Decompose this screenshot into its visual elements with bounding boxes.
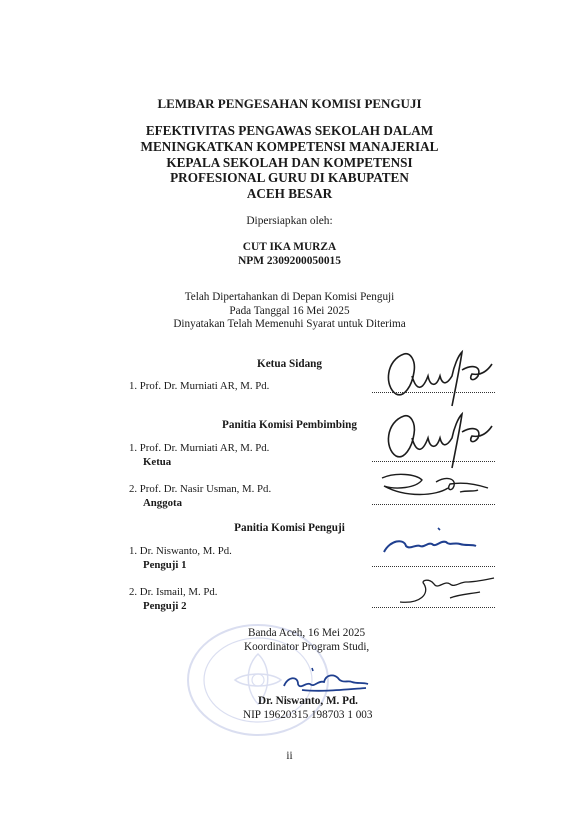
thesis-title-line-3: KEPALA SEKOLAH DAN KOMPETENSI [166, 154, 413, 170]
pembimbing-member-2-role: Anggota [143, 497, 182, 509]
defense-statement [0, 291, 579, 332]
approval-position: Koordinator Program Studi, [244, 641, 370, 653]
signature-penguji-1 [380, 526, 480, 560]
defense-line-2: Pada Tanggal 16 Mei 2025 [229, 304, 350, 317]
penguji-member-1-role: Penguji 1 [143, 559, 187, 571]
thesis-title-line-4: PROFESIONAL GURU DI KABUPATEN [170, 170, 409, 186]
author-name: CUT IKA MURZA [242, 241, 337, 253]
approval-place-date: Banda Aceh, 16 Mei 2025 [248, 627, 366, 639]
thesis-title [0, 123, 579, 202]
approver-nip: NIP 19620315 198703 1 003 [243, 709, 373, 721]
ketua-sidang-heading: Ketua Sidang [257, 358, 322, 370]
ketua-sidang-member-name: 1. Prof. Dr. Murniati AR, M. Pd. [129, 380, 270, 392]
thesis-title-line-1: EFEKTIVITAS PENGAWAS SEKOLAH DALAM [145, 123, 434, 138]
penguji-member-2-role: Penguji 2 [143, 600, 187, 612]
penguji-member-1-name: 1. Dr. Niswanto, M. Pd. [129, 545, 232, 557]
pembimbing-member-1-role: Ketua [143, 456, 172, 468]
defense-line-3: Dinyatakan Telah Memenuhi Syarat untuk Diterima [173, 318, 406, 331]
page-number: ii [286, 750, 293, 762]
signature-pembimbing-ketua [382, 410, 497, 476]
pembimbing-member-2-name: 2. Prof. Dr. Nasir Usman, M. Pd. [129, 483, 272, 495]
prepared-by-label: Dipersiapkan oleh: [246, 215, 333, 227]
defense-line-1: Telah Dipertahankan di Depan Komisi Penguji [184, 291, 395, 303]
approver-name: Dr. Niswanto, M. Pd. [258, 695, 358, 707]
sheet-title: LEMBAR PENGESAHAN KOMISI PENGUJI [157, 96, 422, 111]
signature-penguji-2 [390, 574, 500, 608]
penguji-heading: Panitia Komisi Penguji [234, 522, 345, 534]
signature-line [372, 504, 495, 505]
signature-line [372, 566, 495, 567]
pembimbing-heading: Panitia Komisi Pembimbing [222, 419, 357, 431]
penguji-member-2-name: 2. Dr. Ismail, M. Pd. [129, 586, 218, 598]
thesis-title-line-2: MENINGKATKAN KOMPETENSI MANAJERIAL [140, 138, 439, 154]
signature-approver [280, 666, 370, 696]
signature-pembimbing-anggota [376, 468, 496, 504]
author-npm: NPM 2309200050015 [238, 255, 341, 267]
thesis-title-line-5: ACEH BESAR [246, 186, 333, 202]
pembimbing-member-1-name: 1. Prof. Dr. Murniati AR, M. Pd. [129, 442, 270, 454]
signature-ketua-sidang [382, 346, 497, 418]
